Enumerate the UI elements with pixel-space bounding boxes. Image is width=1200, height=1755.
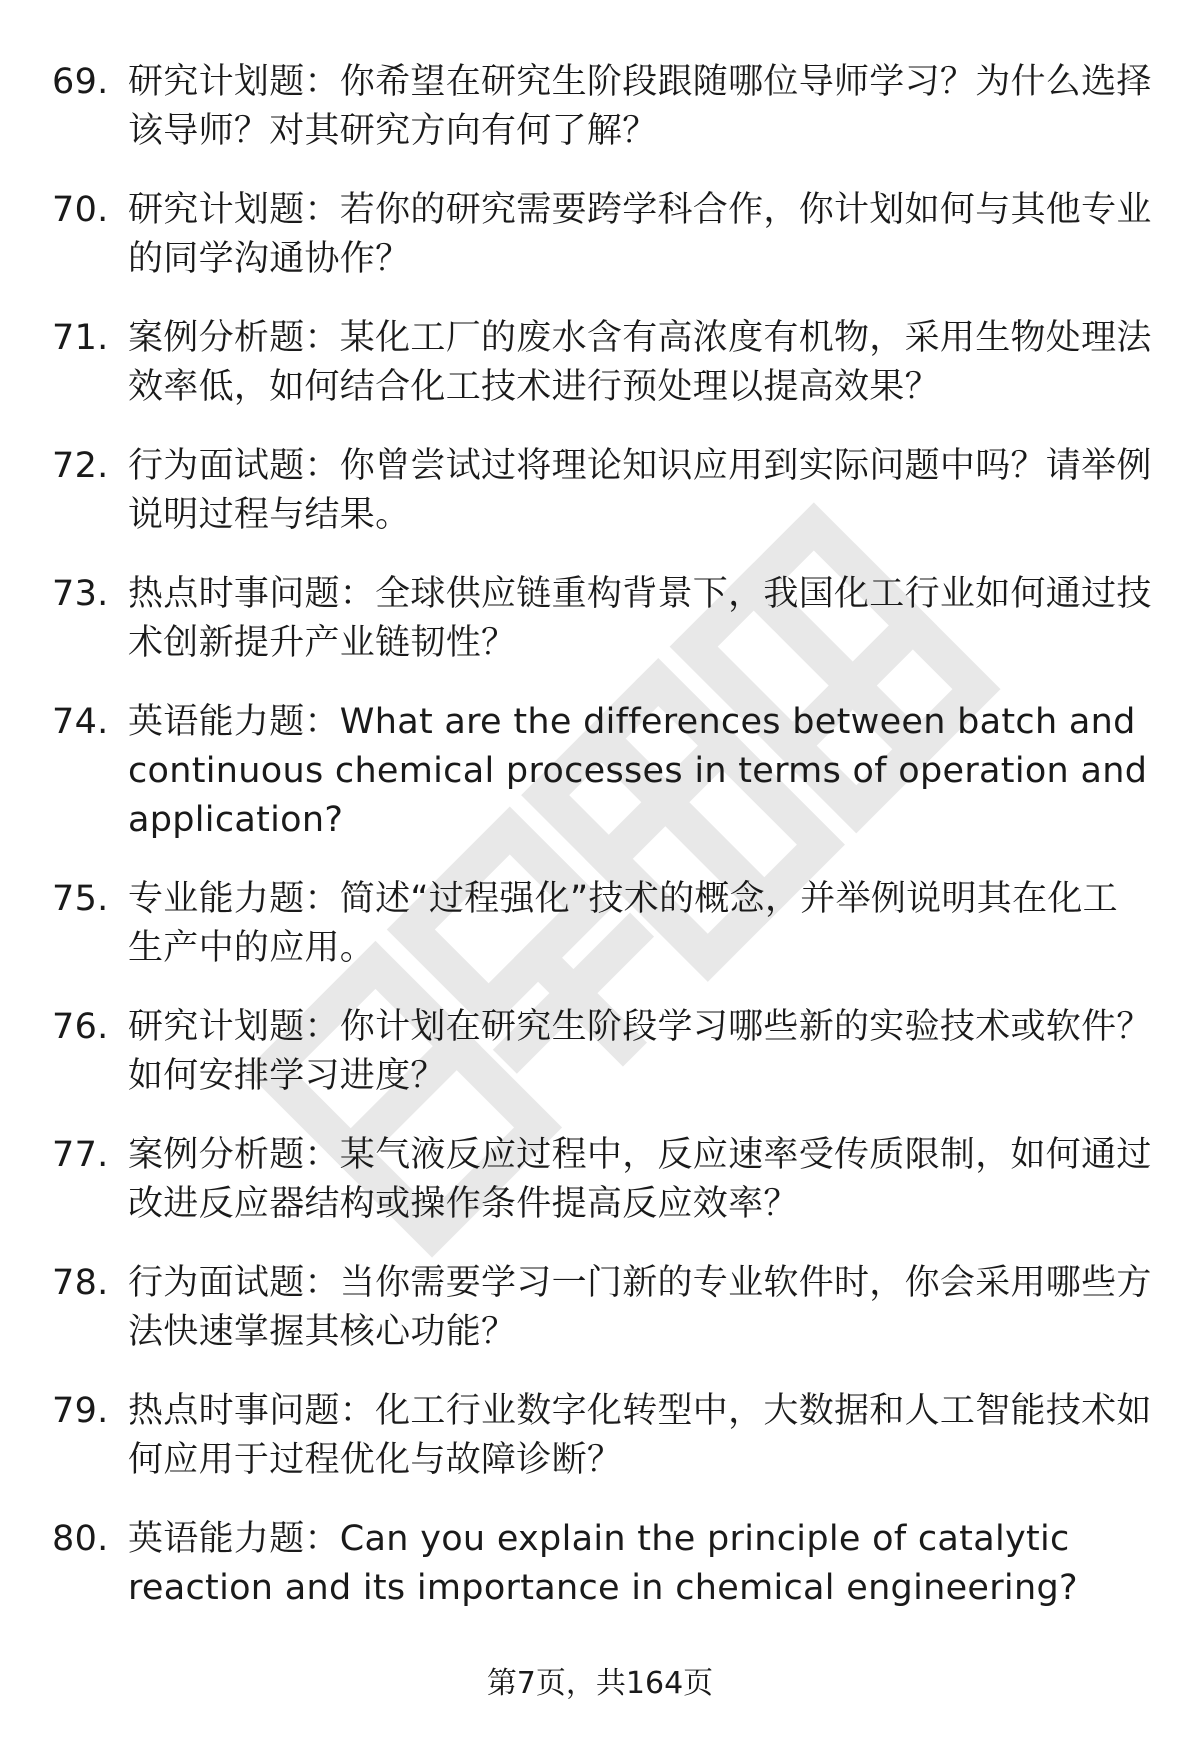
question-text: 英语能力题：Can you explain the principle of catalytic reaction and its importance in chemical engineering?	[128, 1519, 1078, 1608]
question-number: 79.	[52, 1391, 109, 1431]
list-item	[52, 1515, 1152, 1613]
question-text: 英语能力题：What are the differences between batch and continuous chemical processes in terms of operation and application?	[128, 702, 1148, 840]
page-number-footer: 第7页，共164页	[486, 1666, 714, 1701]
question-number: 74.	[52, 702, 109, 742]
list-item	[52, 442, 1152, 540]
list-item	[52, 1387, 1152, 1485]
question-number: 69.	[52, 62, 109, 102]
list-item	[52, 570, 1152, 668]
question-text: 案例分析题：某气液反应过程中，反应速率受传质限制，如何通过改进反应器结构或操作条件提高反应效率？	[128, 1135, 1152, 1224]
list-item	[52, 1131, 1152, 1229]
list-item	[52, 875, 1152, 973]
list-item	[52, 1259, 1152, 1357]
question-number: 72.	[52, 446, 109, 486]
question-number: 71.	[52, 318, 109, 358]
question-text: 案例分析题：某化工厂的废水含有高浓度有机物，采用生物处理法效率低，如何结合化工技术进行预处理以提高效果？	[128, 318, 1152, 407]
question-text: 研究计划题：你计划在研究生阶段学习哪些新的实验技术或软件？如何安排学习进度？	[128, 1007, 1152, 1096]
question-text: 热点时事问题：化工行业数字化转型中，大数据和人工智能技术如何应用于过程优化与故障诊断？	[128, 1391, 1152, 1480]
question-text: 行为面试题：你曾尝试过将理论知识应用到实际问题中吗？请举例说明过程与结果。	[128, 446, 1152, 535]
question-text: 研究计划题：你希望在研究生阶段跟随哪位导师学习？为什么选择该导师？对其研究方向有何了解？	[128, 62, 1152, 151]
question-text: 热点时事问题：全球供应链重构背景下，我国化工行业如何通过技术创新提升产业链韧性？	[128, 574, 1152, 663]
question-text: 研究计划题：若你的研究需要跨学科合作，你计划如何与其他专业的同学沟通协作？	[128, 190, 1152, 279]
question-number: 78.	[52, 1263, 109, 1303]
question-number: 73.	[52, 574, 109, 614]
question-number: 77.	[52, 1135, 109, 1175]
question-number: 80.	[52, 1519, 109, 1559]
list-item	[52, 1003, 1152, 1101]
question-number: 76.	[52, 1007, 109, 1047]
question-number: 75.	[52, 879, 109, 919]
list-item	[52, 186, 1152, 284]
list-item	[52, 698, 1152, 845]
list-item	[52, 58, 1152, 156]
question-text: 专业能力题：简述“过程强化”技术的概念，并举例说明其在化工生产中的应用。	[128, 879, 1118, 968]
question-number: 70.	[52, 190, 109, 230]
question-text: 行为面试题：当你需要学习一门新的专业软件时，你会采用哪些方法快速掌握其核心功能？	[128, 1263, 1152, 1352]
list-item	[52, 314, 1152, 412]
question-list	[52, 58, 1152, 1643]
